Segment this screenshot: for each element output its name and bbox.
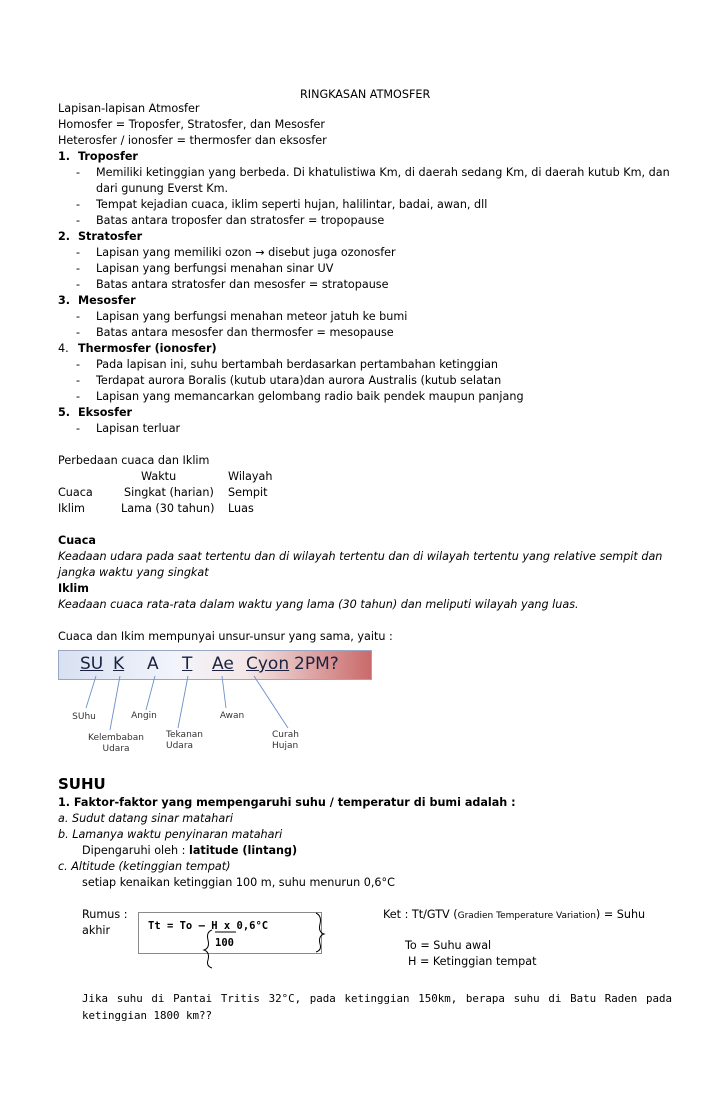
layer-5-name: Eksosfer [78, 406, 133, 419]
bullet-dash: - [76, 422, 81, 435]
definition-text-iklim: Keadaan cuaca rata-rata dalam waktu yang lama (30 tahun) dan meliputi wilayah yang luas. [58, 598, 579, 611]
layer-4-item-1: Pada lapisan ini, suhu bertambah berdasarkan pertambahan ketinggian [96, 358, 499, 371]
definition-text-cuaca: Keadaan udara pada saat tertentu dan di wilayah tertentu dan di wilayah tertentu yang relative sempit dan jangka waktu yang singkat [58, 550, 663, 579]
mnemonic-letter: T [182, 654, 193, 674]
suhu-heading: SUHU [58, 775, 106, 793]
mnemonic-letter: Cyon [246, 654, 290, 674]
comparison-row-waktu: Lama (30 tahun) [121, 502, 215, 515]
bullet-dash: - [76, 246, 81, 259]
suhu-question: Jika suhu di Pantai Tritis 32°C, pada ketinggian 150km, berapa suhu di Batu Raden pada ketinggian 1800 km?? [82, 992, 672, 1022]
bullet-dash: - [76, 278, 81, 291]
layer-2-item-1: Lapisan yang memiliki ozon → disebut juga ozonosfer [96, 246, 396, 259]
layer-1-item-1: Memiliki ketinggian yang berbeda. Di khatulistiwa Km, di daerah sedang Km, di daerah kutub Km, dan dari gunung Everst Km. [96, 166, 670, 195]
suhu-factor-c: c. Altitude (ketinggian tempat) [58, 860, 231, 873]
bullet-dash: - [76, 262, 81, 275]
elements-intro: Cuaca dan Ikim mempunyai unsur-unsur yang sama, yaitu : [58, 630, 393, 643]
bullet-dash: - [76, 198, 81, 211]
bullet-dash: - [76, 374, 81, 387]
comparison-row-label: Cuaca [58, 486, 93, 499]
layer-4-number: 4. [58, 342, 69, 355]
layer-3-item-2: Batas antara mesosfer dan thermosfer = mesopause [96, 326, 394, 339]
layer-4-item-3: Lapisan yang memancarkan gelombang radio baik pendek maupun panjang [96, 390, 524, 403]
definition-term-iklim: Iklim [58, 582, 89, 595]
mnemonic-letter: SU [80, 654, 104, 674]
bullet-dash: - [76, 166, 81, 179]
document-title: RINGKASAN ATMOSFER [300, 88, 431, 101]
layer-2-item-2: Lapisan yang berfungsi menahan sinar UV [96, 262, 334, 275]
mnemonic-letter: K [113, 654, 125, 674]
layer-1-name: Troposfer [78, 150, 138, 163]
comparison-heading: Perbedaan cuaca dan Iklim [58, 454, 210, 467]
formula-bottom: 100 [215, 937, 234, 949]
mnemonic-letter: A [147, 654, 159, 674]
layer-1-item-2: Tempat kejadian cuaca, iklim seperti hujan, halilintar, badai, awan, dll [96, 198, 488, 211]
comparison-col-waktu: Waktu [141, 470, 177, 483]
bullet-dash: - [76, 358, 81, 371]
suhu-factor-heading: 1. Faktor-faktor yang mempengaruhi suhu / temperatur di bumi adalah : [58, 796, 516, 809]
formula-ket: Ket : Tt/GTV (Gradien Temperature Variation) = Suhu [383, 908, 646, 921]
layer-4-item-2: Terdapat aurora Boralis (kutub utara)dan aurora Australis (kutub selatan [96, 374, 502, 387]
layer-2-name: Stratosfer [78, 230, 143, 243]
bullet-dash: - [76, 326, 81, 339]
layer-3-item-1: Lapisan yang berfungsi menahan meteor jatuh ke bumi [96, 310, 408, 323]
layer-3-number: 3. [58, 294, 71, 307]
layer-5-number: 5. [58, 406, 71, 419]
mnemonic-letter: 2PM? [294, 654, 339, 674]
bullet-dash: - [76, 310, 81, 323]
comparison-row-wilayah: Sempit [228, 486, 268, 499]
layer-2-number: 2. [58, 230, 71, 243]
suhu-factor-b: b. Lamanya waktu penyinaran matahari [58, 828, 283, 841]
comparison-row-waktu: Singkat (harian) [124, 486, 214, 499]
rumus-label: Rumus : [82, 908, 128, 921]
layer-1-number: 1. [58, 150, 71, 163]
comparison-col-wilayah: Wilayah [228, 470, 273, 483]
mnemonic-label-angin: Angin [131, 711, 157, 721]
bullet-dash: - [76, 214, 81, 227]
bullet-dash: - [76, 390, 81, 403]
formula-to-definition: To = Suhu awal [405, 939, 492, 952]
rumus-label-akhir: akhir [82, 924, 111, 937]
definition-term-cuaca: Cuaca [58, 534, 96, 547]
intro-line-1: Lapisan-lapisan Atmosfer [58, 102, 200, 115]
mnemonic-letter: Ae [212, 654, 234, 674]
layer-4-name: Thermosfer (ionosfer) [78, 342, 217, 355]
layer-5-item-1: Lapisan terluar [96, 422, 181, 435]
mnemonic-label-suhu: SUhu [72, 712, 96, 722]
comparison-row-label: Iklim [58, 502, 85, 515]
suhu-factor-c-note: setiap kenaikan ketinggian 100 m, suhu menurun 0,6°C [82, 876, 395, 889]
layer-1-item-3: Batas antara troposfer dan stratosfer = tropopause [96, 214, 385, 227]
mnemonic-label-curah-hujan: Curah Hujan [272, 730, 299, 751]
mnemonic-label-awan: Awan [219, 711, 245, 721]
mnemonic-label-kelembaban: Kelembaban Udara [88, 733, 144, 754]
formula-top: Tt = To – H x 0,6°C [148, 920, 269, 932]
suhu-factor-b-note: Dipengaruhi oleh : latitude (lintang) [82, 844, 298, 857]
suhu-factor-a: a. Sudut datang sinar matahari [58, 812, 233, 825]
layer-3-name: Mesosfer [78, 294, 136, 307]
intro-line-2: Homosfer = Troposfer, Stratosfer, dan Mesosfer [58, 118, 326, 131]
intro-line-3: Heterosfer / ionosfer = thermosfer dan eksosfer [58, 134, 327, 147]
layer-2-item-3: Batas antara stratosfer dan mesosfer = stratopause [96, 278, 389, 291]
mnemonic-label-tekanan: Tekanan Udara [166, 730, 203, 751]
formula-h-definition: H = Ketinggian tempat [408, 955, 537, 968]
comparison-row-wilayah: Luas [228, 502, 254, 515]
